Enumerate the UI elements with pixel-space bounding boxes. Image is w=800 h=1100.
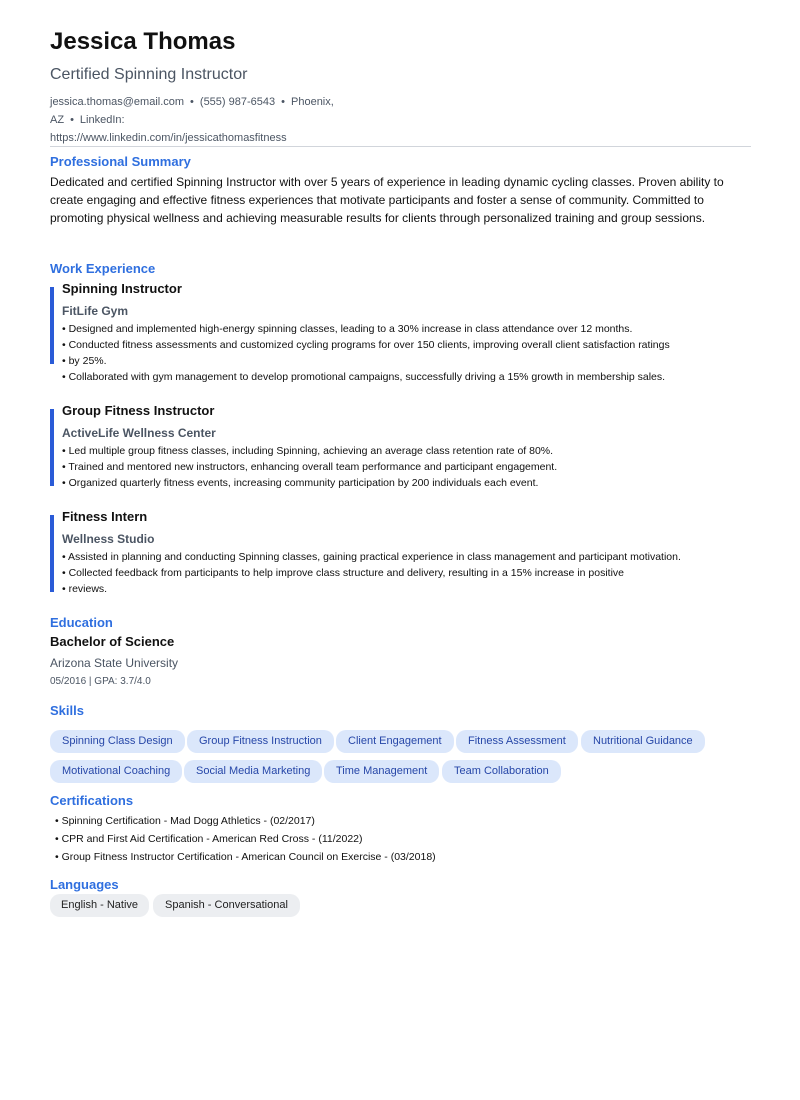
education-meta: 05/2016 | GPA: 3.7/4.0 [50,676,151,687]
education-degree: Bachelor of Science [50,634,175,649]
job-bullet: • reviews. [62,581,750,597]
header-divider [50,146,751,147]
certifications-list [55,812,436,866]
job-entry [50,403,750,487]
education-heading: Education [50,615,113,630]
email-link[interactable]: jessica.thomas@email.com [50,96,185,108]
job-bullet: • Organized quarterly fitness events, increasing community participation by 200 individuals each event. [62,475,750,491]
job-bullet: • Collected feedback from participants to help improve class structure and delivery, resulting in a 15% increase in positive [62,565,750,581]
job-accent-bar [50,515,54,592]
separator: • [70,114,74,126]
experience-heading: Work Experience [50,261,156,276]
job-company: FitLife Gym [62,304,129,318]
job-company: Wellness Studio [62,532,155,546]
languages-list [50,894,750,918]
skill-chip: Motivational Coaching [50,760,182,783]
job-role: Group Fitness Instructor [62,403,215,418]
skill-chip: Group Fitness Instruction [187,730,334,753]
skill-chip: Team Collaboration [442,760,561,783]
job-role: Spinning Instructor [62,281,182,296]
language-chip: English - Native [50,894,149,917]
job-bullets [62,443,750,491]
certification-item: • Group Fitness Instructor Certification - American Council on Exercise - (03/2018) [55,848,436,866]
separator: • [190,96,194,108]
certifications-heading: Certifications [50,793,134,808]
job-bullet: • Designed and implemented high-energy spinning classes, leading to a 30% increase in class attendance over 12 months. [62,321,750,337]
skills-list [50,730,750,784]
job-bullet: • Assisted in planning and conducting Spinning classes, gaining practical experience in class management and participant motivation. [62,549,750,565]
job-bullet: • Collaborated with gym management to develop promotional campaigns, successfully driving a 15% growth in membership sales. [62,369,750,385]
job-bullet: • Conducted fitness assessments and customized cycling programs for over 150 clients, improving overall client satisfaction ratings [62,337,750,353]
skill-chip: Fitness Assessment [456,730,578,753]
education-school: Arizona State University [50,656,179,670]
contact-info [50,93,410,147]
job-bullet: • by 25%. [62,353,750,369]
job-bullet: • Trained and mentored new instructors, enhancing overall team performance and participant engagement. [62,459,750,475]
skill-chip: Client Engagement [336,730,454,753]
separator: • [281,96,285,108]
job-bullet: • Led multiple group fitness classes, including Spinning, achieving an average class retention rate of 80%. [62,443,750,459]
job-entry [50,281,750,383]
summary-text: Dedicated and certified Spinning Instructor with over 5 years of experience in leading dynamic cycling classes. Proven ability to create engaging and effective fitness experiences that motivate participants and foster a sense of community. Committed to promoting physical wellness and achieving measurable results for clients through personalized training and group sessions. [50,175,724,225]
certification-item: • CPR and First Aid Certification - American Red Cross - (11/2022) [55,830,436,848]
job-company: ActiveLife Wellness Center [62,426,216,440]
certification-item: • Spinning Certification - Mad Dogg Athletics - (02/2017) [55,812,436,830]
candidate-name: Jessica Thomas [50,28,236,55]
skills-heading: Skills [50,703,84,718]
job-bullets [62,549,750,597]
language-chip: Spanish - Conversational [153,894,300,917]
skill-chip: Time Management [324,760,439,783]
summary-heading: Professional Summary [50,154,191,169]
job-entry [50,509,750,593]
job-bullets [62,321,750,385]
job-accent-bar [50,409,54,486]
languages-heading: Languages [50,877,119,892]
job-role: Fitness Intern [62,509,148,524]
skill-chip: Social Media Marketing [184,760,322,783]
candidate-title: Certified Spinning Instructor [50,66,248,83]
linkedin-label: LinkedIn: [79,114,125,126]
skill-chip: Spinning Class Design [50,730,185,753]
skill-chip: Nutritional Guidance [581,730,705,753]
job-accent-bar [50,287,54,364]
phone: (555) 987-6543 [199,96,276,108]
linkedin-link[interactable]: https://www.linkedin.com/in/jessicathomasfitness [50,132,287,144]
location: Phoenix, AZ [50,96,334,126]
